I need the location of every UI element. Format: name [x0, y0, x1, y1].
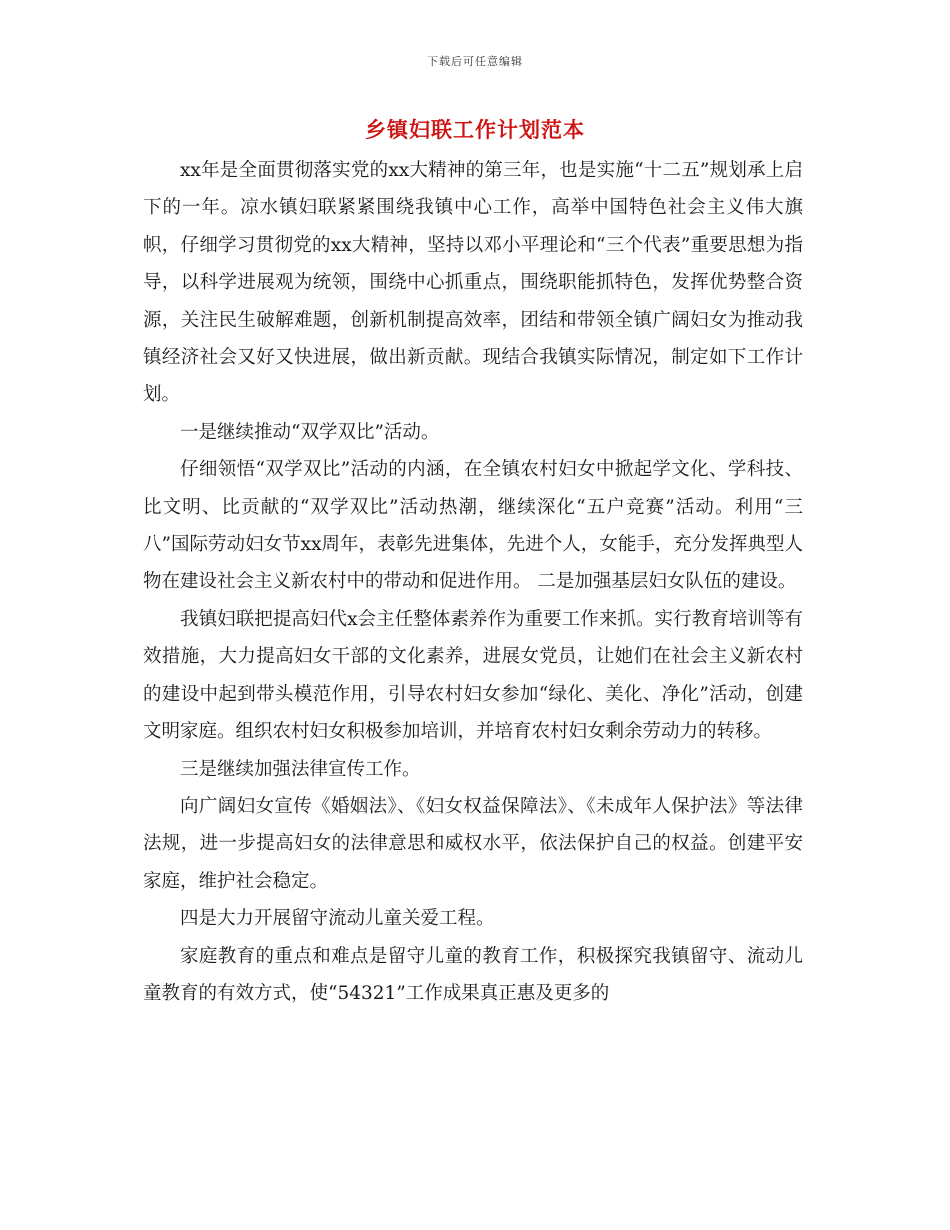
document-body [143, 152, 803, 1012]
paragraph-four: 家庭教育的重点和难点是留守儿童的教育工作，积极探究我镇留守、流动儿童教育的有效方式，使“54321”工作成果真正惠及更多的 [143, 945, 803, 1004]
header-note: 下载后可任意编辑 [427, 55, 523, 68]
paragraph-two: 我镇妇联把提高妇代x会主任整体素养作为重要工作来抓。实行教育培训等有效措施，大力提高妇女干部的文化素养，进展女党员，让她们在社会主义新农村的建设中起到带头模范作用，引导农村妇女参加“绿化、美化、净化”活动，创建文明家庭。组织农村妇女积极参加培训，并培育农村妇女剩余劳动力的转移。 [143, 608, 803, 743]
paragraph-three: 向广阔妇女宣传《婚姻法》、《妇女权益保障法》、《未成年人保护法》等法律法规，进一步提高妇女的法律意思和威权水平，依法保护自己的权益。创建平安家庭，维护社会稳定。 [143, 795, 803, 892]
paragraph-one: 仔细领悟“双学双比”活动的内涵，在全镇农村妇女中掀起学文化、学科技、比文明、比贡献的“双学双比”活动热潮，继续深化“五户竞赛”活动。利用“三八”国际劳动妇女节xx周年，表彰先进集体，先进个人，女能手，充分发挥典型人物在建设社会主义新农村中的带动和促进作用。 二是加强基层妇女队伍的建设。 [143, 459, 803, 593]
document-title: 乡镇妇联工作计划范本 [365, 117, 585, 142]
heading-one: 一是继续推动“双学双比”活动。 [180, 421, 440, 443]
paragraph-intro: xx年是全面贯彻落实党的xx大精神的第三年，也是实施“十二五”规划承上启下的一年。凉水镇妇联紧紧围绕我镇中心工作，高举中国特色社会主义伟大旗帜，仔细学习贯彻党的xx大精神，坚持以邓小平理论和“三个代表”重要思想为指导，以科学进展观为统领，围绕中心抓重点，围绕职能抓特色，发挥优势整合资源，关注民生破解难题，创新机制提高效率，团结和带领全镇广阔妇女为推动我镇经济社会又好又快进展，做出新贡献。现结合我镇实际情况，制定如下工作计划。 [143, 160, 803, 406]
heading-three: 三是继续加强法律宣传工作。 [180, 758, 421, 780]
heading-four: 四是大力开展留守流动儿童关爱工程。 [180, 908, 495, 930]
